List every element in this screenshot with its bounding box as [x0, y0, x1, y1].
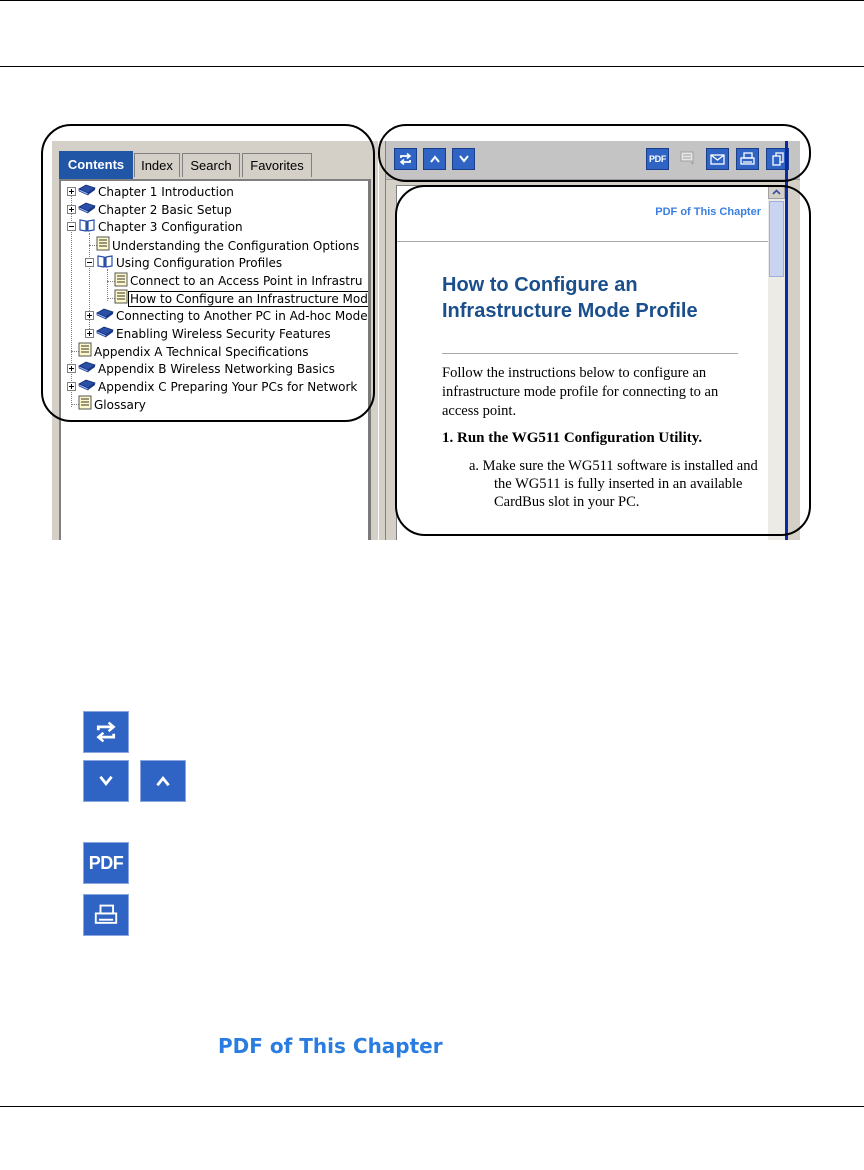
tab-search[interactable]: Search [182, 153, 240, 177]
down-arrow-icon [97, 774, 115, 788]
tab-favorites[interactable]: Favorites [242, 153, 312, 177]
topic-substep: a. Make sure the WG511 software is installed and the WG511 is fully inserted in an available CardBus slot in your PC. [469, 458, 758, 510]
print-icon [94, 904, 118, 926]
sync-icon [93, 720, 119, 744]
tree-item-label: Chapter 1 Introduction [98, 185, 234, 199]
tree-item-label: Understanding the Configuration Options [112, 238, 360, 253]
toolbar-callout [378, 124, 811, 182]
header-rule [0, 66, 864, 67]
up-arrow-icon [154, 774, 172, 788]
pdf-of-chapter-legend-link: PDF of This Chapter [218, 1034, 443, 1058]
tree-item-label: How to Configure an Infrastructure Mod [130, 291, 368, 306]
navigation-pane-callout [41, 124, 375, 422]
footer-rule [0, 1106, 864, 1107]
tree-item-label: Using Configuration Profiles [116, 255, 283, 270]
tab-index[interactable]: Index [134, 153, 180, 177]
pdf-label: PDF [648, 154, 667, 164]
tree-item-label: Chapter 2 Basic Setup [98, 202, 232, 217]
content-pane-callout [395, 185, 811, 536]
tree-item-label: Appendix B Wireless Networking Basics [98, 362, 335, 376]
tree-item-label: Connecting to Another PC in Ad-hoc Mode [116, 308, 368, 323]
next-legend-button [83, 760, 129, 802]
pdf-legend-button [83, 842, 129, 884]
print-legend-button [83, 894, 129, 936]
topic-step: 1. Run the WG511 Configuration Utility. [442, 430, 703, 446]
tree-item-label: Appendix A Technical Specifications [94, 344, 309, 359]
tree-item-label: Glossary [94, 397, 146, 412]
previous-legend-button [140, 760, 186, 802]
tree-item-label: Appendix C Preparing Your PCs for Network [98, 379, 358, 394]
sync-legend-button [83, 711, 129, 753]
topic-title: How to Configure an Infrastructure Mode Profile [442, 274, 698, 322]
tree-item-label: Connect to an Access Point in Infrastru [130, 274, 363, 288]
tree-item-label: Enabling Wireless Security Features [116, 326, 331, 341]
topic-paragraph: Follow the instructions below to configure an infrastructure mode profile for connecting to an access point. [442, 365, 719, 419]
tab-contents[interactable]: Contents [59, 151, 133, 179]
pdf-legend-label: PDF [88, 852, 124, 873]
tree-item-label: Chapter 3 Configuration [98, 220, 243, 235]
top-rule [0, 0, 864, 1]
pdf-of-chapter-link[interactable]: PDF of This Chapter [655, 206, 761, 218]
pane-splitter[interactable] [378, 141, 386, 540]
